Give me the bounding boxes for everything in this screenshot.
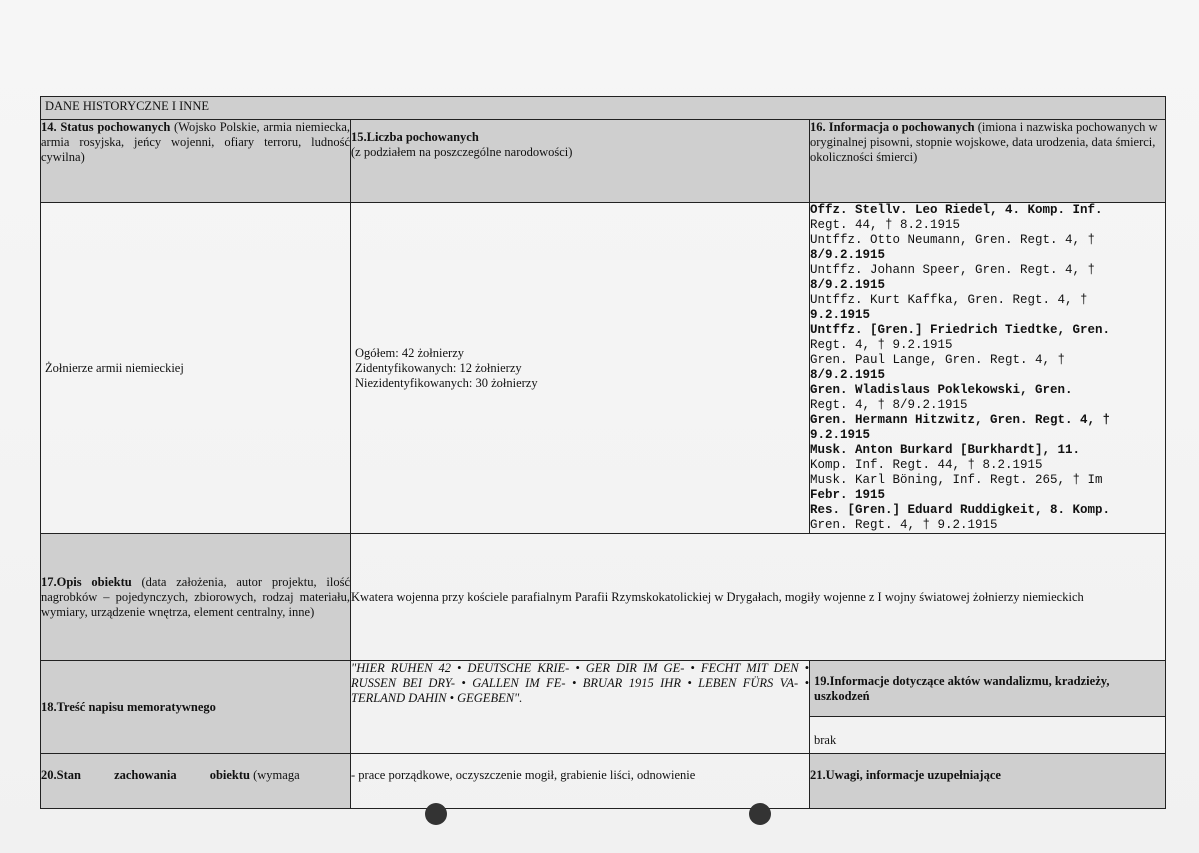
condition-desc: (wymaga: [249, 768, 300, 782]
description-desc: (data założenia, autor projektu, ilość nagrobków – pojedynczych, zbiorowych, rodzaj materiału, wymiary, urządzenie wnętrza, element centralny, inne): [41, 574, 350, 619]
description-title: 17.Opis obiektu: [41, 574, 132, 589]
count-identified: Zidentyfikowanych: 12 żołnierzy: [355, 360, 522, 375]
vandalism-label: [810, 661, 1165, 716]
count-title: 15.Liczba pochowanych: [351, 130, 479, 144]
vandalism-value-box: [810, 716, 1165, 752]
condition-value: - prace porządkowe, oczyszczenie mogił, grabienie liści, odnowienie: [351, 768, 696, 782]
buried-entry: Gren. Hermann Hitzwitz, Gren. Regt. 4, † 9.2.1915: [810, 413, 1111, 442]
status-desc: (Wojsko Polskie, armia niemiecka, armia rosyjska, jeńcy wojenni, ofiary terroru, ludność cywilna): [41, 120, 350, 164]
buried-entry: Res. [Gren.] Eduard Ruddigkeit, 8. Komp. Gren. Regt. 4, † 9.2.1915: [810, 503, 1111, 532]
buried-entry: Offz. Stellv. Leo Riedel, 4. Komp. Inf. Regt. 44, † 8.2.1915: [810, 203, 1103, 232]
buried-info-desc: (imiona i nazwiska pochowanych w oryginalnej pisowni, stopnie wojskowe, data urodzenia, data śmierci, okoliczności śmierci): [810, 120, 1158, 164]
count-value-cell: [351, 203, 810, 534]
vandalism-cell: [810, 661, 1166, 754]
status-value: Żołnierze armii niemieckiej: [45, 360, 184, 375]
count-label-cell: [351, 120, 810, 203]
count-unidentified: Niezidentyfikowanych: 30 żołnierzy: [355, 375, 538, 390]
status-value-cell: [41, 203, 351, 534]
count-desc: (z podziałem na poszczególne narodowości): [351, 145, 573, 159]
buried-info-title: 16. Informacja o pochowanych: [810, 120, 975, 134]
inscription-title: 18.Treść napisu memoratywnego: [41, 699, 216, 714]
buried-entry: Untffz. Johann Speer, Gren. Regt. 4, † 8/9.2.1915: [810, 263, 1096, 292]
description-value: Kwatera wojenna przy kościele parafialnym Parafii Rzymskokatolickiej w Drygałach, mogiły wojenne z I wojny światowej żołnierzy niemieckich: [351, 589, 1084, 604]
buried-entry: Untffz. Otto Neumann, Gren. Regt. 4, † 8/9.2.1915: [810, 233, 1096, 262]
punch-hole-left: [425, 803, 447, 825]
condition-label-cell: [41, 754, 351, 809]
buried-entry: Gren. Paul Lange, Gren. Regt. 4, † 8/9.2.1915: [810, 353, 1066, 382]
remarks-label-cell: [810, 754, 1166, 809]
count-total: Ogółem: 42 żołnierzy: [355, 345, 464, 360]
status-title: 14. Status pochowanych: [41, 120, 171, 134]
section-header: DANE HISTORYCZNE I INNE: [41, 97, 1166, 120]
status-label-cell: [41, 120, 351, 203]
buried-entry: Untffz. Kurt Kaffka, Gren. Regt. 4, † 9.2.1915: [810, 293, 1088, 322]
buried-info-label-cell: [810, 120, 1166, 203]
description-value-cell: [351, 534, 1166, 661]
remarks-title: 21.Uwagi, informacje uzupełniające: [810, 768, 1001, 782]
buried-entry: Musk. Anton Burkard [Burkhardt], 11. Komp. Inf. Regt. 44, † 8.2.1915: [810, 443, 1081, 472]
buried-entry: Musk. Karl Böning, Inf. Regt. 265, † Im Febr. 1915: [810, 473, 1103, 502]
buried-entry: Gren. Wladislaus Poklekowski, Gren. Regt. 4, † 8/9.2.1915: [810, 383, 1073, 412]
inscription-value-cell: [351, 661, 810, 754]
buried-list-cell: [810, 203, 1166, 534]
punch-hole-right: [749, 803, 771, 825]
historical-data-form: [40, 96, 1166, 809]
inscription-label-cell: [41, 661, 351, 754]
buried-entry: Untffz. [Gren.] Friedrich Tiedtke, Gren. Regt. 4, † 9.2.1915: [810, 323, 1111, 352]
inscription-value: "HIER RUHEN 42 • DEUTSCHE KRIE- • GER DIR IM GE- • FECHT MIT DEN • RUSSEN BEI DRY- • GALLEN IM FE- • BRUAR 1915 IHR • LEBEN FÜRS VA- • TERLAND DAHIN • GEGEBEN".: [351, 661, 809, 705]
condition-value-cell: [351, 754, 810, 809]
condition-title: 20.Stan zachowania obiektu: [41, 768, 250, 782]
vandalism-value: brak: [814, 733, 837, 747]
vandalism-title: 19.Informacje dotyczące aktów wandalizmu, kradzieży, uszkodzeń: [814, 673, 1110, 703]
description-label-cell: [41, 534, 351, 661]
